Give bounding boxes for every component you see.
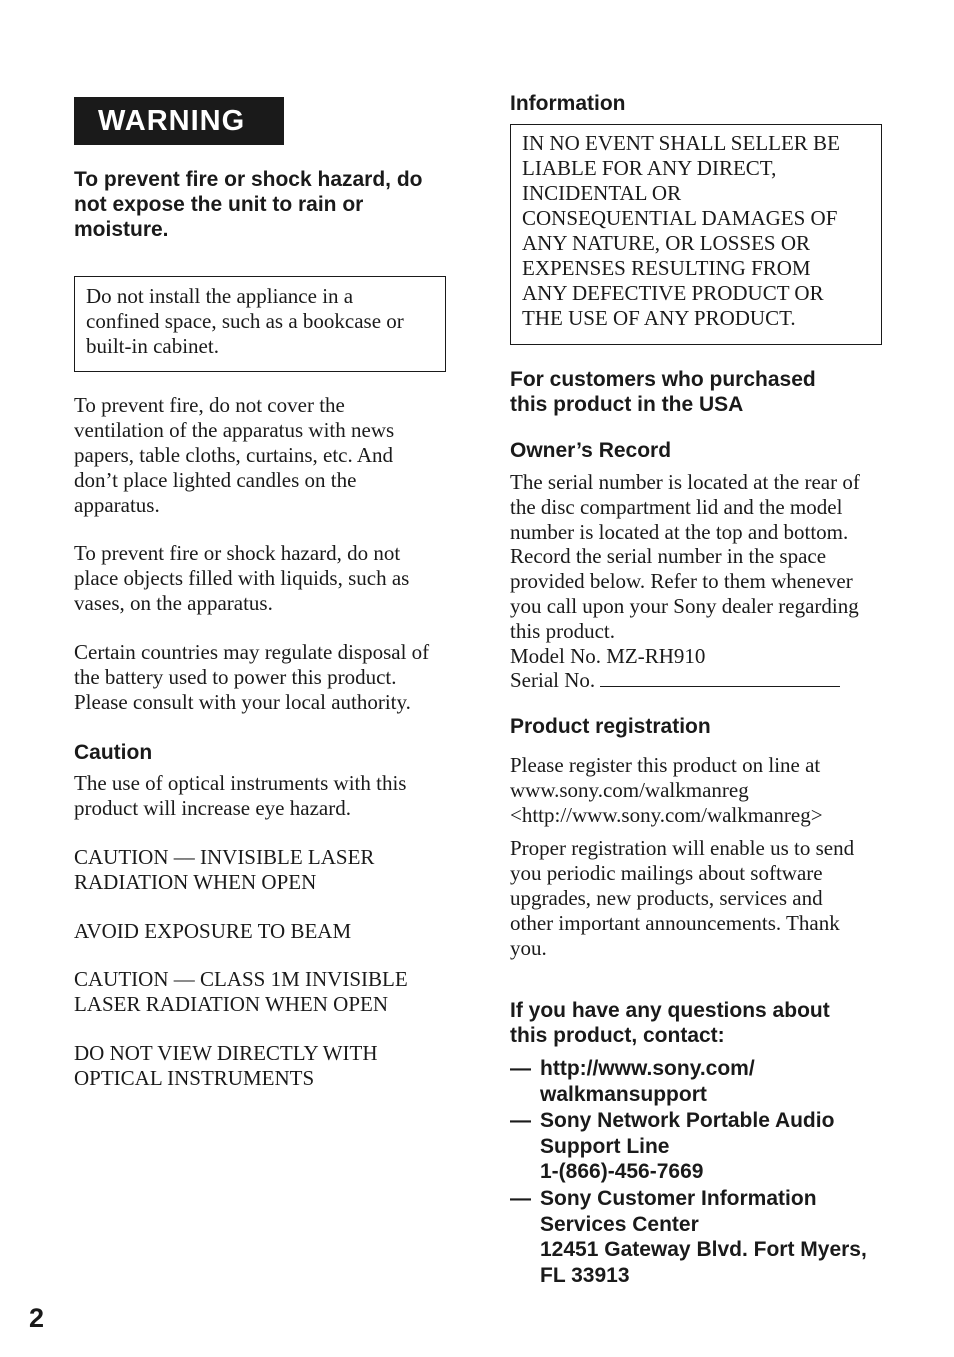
lead-line: not expose the unit to rain or [74,193,364,216]
liability-line: ANY NATURE, OR LOSSES OR [522,231,811,255]
paragraph-line: OPTICAL INSTRUMENTS [74,1066,315,1090]
product-registration-heading: Product registration [510,715,711,738]
paragraph-line: you. [510,936,547,960]
contact-line: Sony Customer Information [540,1187,817,1210]
paragraph-line: <http://www.sony.com/walkmanreg> [510,803,823,827]
paragraph-line: the battery used to power this product. [74,665,397,689]
paragraph-line: papers, table cloths, curtains, etc. And [74,443,393,467]
paragraph-line: you periodic mailings about software [510,861,823,885]
paragraph-line: LASER RADIATION WHEN OPEN [74,992,389,1016]
heading-line: this product, contact: [510,1024,725,1047]
laser-caution-3 [74,967,454,1017]
ventilation-paragraph [74,393,454,518]
liability-line: INCIDENTAL OR [522,181,682,205]
caution-paragraph [74,771,454,821]
lead-line: To prevent fire or shock hazard, do [74,168,423,191]
dash-bullet: — [510,1057,531,1080]
contact-line: Services Center [540,1212,699,1236]
liquids-paragraph [74,541,454,616]
paragraph-line: www.sony.com/walkmanreg [510,778,749,802]
heading-line: If you have any questions about [510,999,830,1022]
liability-line: ANY DEFECTIVE PRODUCT OR [522,281,824,305]
paragraph-line: RADIATION WHEN OPEN [74,870,317,894]
install-notice-line: built-in cabinet. [86,334,219,358]
usa-customers-heading [510,367,890,417]
paragraph-line: place objects filled with liquids, such as [74,566,410,590]
paragraph-line: To prevent fire or shock hazard, do not [74,541,401,565]
paragraph-line: CAUTION — CLASS 1M INVISIBLE [74,967,408,991]
contact-line: walkmansupport [540,1082,707,1106]
registration-paragraph [510,753,890,828]
install-notice-line: Do not install the appliance in a [86,284,354,308]
liability-line: IN NO EVENT SHALL SELLER BE [522,131,840,155]
paragraph-line: this product. [510,618,615,643]
paragraph-line: product will increase eye hazard. [74,796,351,820]
questions-heading [510,998,890,1048]
paragraph-line: Certain countries may regulate disposal of [74,640,430,664]
dash-bullet: — [510,1109,531,1132]
laser-caution-4 [74,1041,454,1091]
contact-line: http://www.sony.com/ [540,1057,755,1080]
liability-line: EXPENSES RESULTING FROM [522,256,811,280]
warning-title: WARNING [74,97,284,145]
liability-box [510,124,882,345]
caution-heading: Caution [74,741,153,764]
contact-line: Support Line [540,1134,670,1158]
owners-record-heading: Owner’s Record [510,439,672,462]
contact-line: 1-(866)-456-7669 [540,1160,704,1183]
paragraph-line: you call upon your Sony dealer regarding [510,593,859,618]
liability-line: CONSEQUENTIAL DAMAGES OF [522,206,838,230]
serial-number-row [510,668,890,693]
registration-benefit-paragraph [510,836,890,961]
heading-line: For customers who purchased [510,368,816,391]
paragraph-line: Please register this product on line at [510,753,821,777]
install-notice-line: confined space, such as a bookcase or [86,309,404,333]
dash-bullet: — [510,1187,531,1210]
page-number: 2 [29,1303,45,1333]
contact-line: FL 33913 [540,1263,630,1287]
battery-disposal-paragraph [74,640,454,715]
liability-line: THE USE OF ANY PRODUCT. [522,306,796,330]
information-heading: Information [510,92,626,115]
lead-line: moisture. [74,218,169,241]
laser-caution-1 [74,845,454,895]
paragraph-line: number is located at the top and bottom. [510,519,849,544]
paragraph-line: apparatus. [74,493,160,517]
paragraph-line: DO NOT VIEW DIRECTLY WITH [74,1041,378,1065]
paragraph-line: Please consult with your local authority. [74,690,411,714]
paragraph-line: vases, on the apparatus. [74,591,273,615]
heading-line: this product in the USA [510,393,744,416]
paragraph-line: To prevent fire, do not cover the [74,393,345,417]
paragraph-line: don’t place lighted candles on the [74,468,357,492]
serial-number-label: Serial No. [510,668,596,693]
liability-line: LIABLE FOR ANY DIRECT, [522,156,777,180]
paragraph-line: Record the serial number in the space [510,544,827,569]
laser-caution-2: AVOID EXPOSURE TO BEAM [74,919,352,943]
contact-line: Sony Network Portable Audio [540,1109,835,1132]
paragraph-line: the disc compartment lid and the model [510,494,843,519]
paragraph-line: other important announcements. Thank [510,911,840,935]
owners-record-paragraph [510,470,890,693]
paragraph-line: The serial number is located at the rear of [510,470,860,494]
model-number: Model No. MZ-RH910 [510,643,706,668]
paragraph-line: Proper registration will enable us to send [510,836,855,860]
paragraph-line: ventilation of the apparatus with news [74,418,395,442]
contact-line: 12451 Gateway Blvd. Fort Myers, [540,1238,867,1261]
paragraph-line: provided below. Refer to them whenever [510,569,853,594]
fire-shock-lead [74,167,454,242]
paragraph-line: The use of optical instruments with this [74,771,407,795]
serial-number-blank [600,668,840,687]
paragraph-line: upgrades, new products, services and [510,886,823,910]
paragraph-line: CAUTION –– INVISIBLE LASER [74,845,375,869]
install-notice-box [74,276,446,372]
